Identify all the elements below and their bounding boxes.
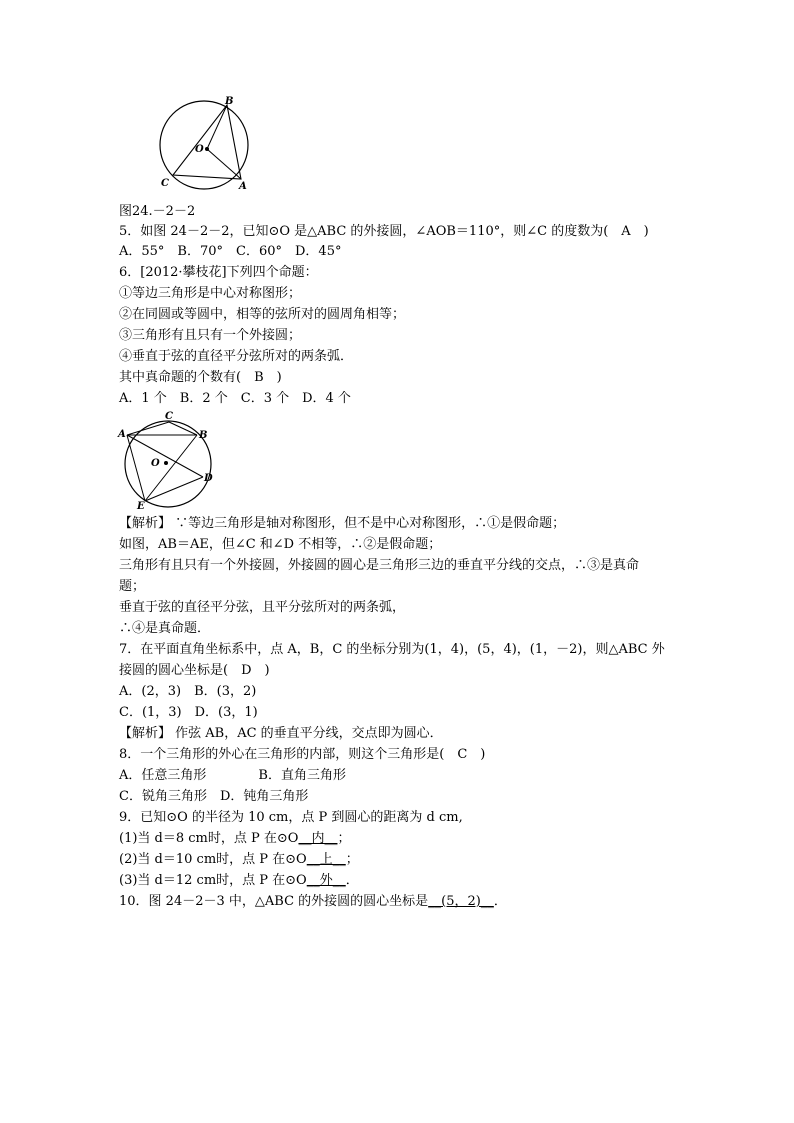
q6-analysis-1: 【解析】 ∵等边三角形是轴对称图形，但不是中心对称图形，∴①是假命题； [119,516,566,531]
q10-end: ． [493,894,507,909]
q7-options-1: A．(2，3) B．(3，2) [119,684,257,699]
q9-item-3-end: ． [345,873,359,888]
q9-stem: 9．已知⊙O 的半径为 10 cm，点 P 到圆心的距离为 d cm, [119,810,463,825]
q7-stem-1: 7．在平面直角坐标系中，点 A，B，C 的坐标分别为(1，4)，(5，4)，(1，－2)，则△ABC 外 [119,642,665,657]
q6-analysis-2: 如图，AB＝AE，但∠C 和∠D 不相等，∴②是假命题； [119,537,442,552]
q7-analysis: 【解析】 作弦 AB，AC 的垂直平分线，交点即为圆心． [119,726,443,741]
triangle-abc [173,105,241,179]
figure-q6 [115,410,220,510]
q8-options-2: C．锐角三角形 D．钝角三角形 [119,789,309,804]
q5-options: A．55° B．70° C．60° D．45° [119,244,342,259]
q9-item-1-end: ； [337,831,351,846]
q6-analysis-6: ∴④是真命题． [119,621,211,636]
q6-prop-3: ③三角形有且只有一个外接圆； [119,328,302,343]
q10-text: 10．图 24－2－3 中，△ABC 的外接圆的圆心坐标是 [119,894,429,909]
q9-item-2 [119,851,359,869]
q9-item-2-text: (2)当 d＝10 cm时，点 P 在⊙O [119,852,307,867]
q6-prop-2: ②在同圆或等圆中，相等的弦所对的圆周角相等； [119,307,406,322]
label-d: D [204,473,213,484]
label-a: A [239,181,247,192]
q6-analysis-5: 垂直于弦的直径平分弦，且平分弦所对的两条弧， [119,600,406,615]
label-e: E [137,501,145,512]
label-o: O [195,144,204,155]
q6-prop-4: ④垂直于弦的直径平分弦所对的两条弧． [119,349,354,364]
q10-stem [119,893,507,911]
figure-caption: 图24.－2－2 [119,204,196,219]
q6-analysis-3: 三角形有且只有一个外接圆，外接圆的圆心是三角形三边的垂直平分线的交点，∴③是真命 [119,558,640,573]
q8-stem: 8．一个三角形的外心在三角形的内部，则这个三角形是( C ) [119,747,486,762]
q6-options: A．1 个 B．2 个 C．3 个 D．4 个 [119,391,351,406]
label-b: B [225,96,234,107]
q9-item-1-answer: __内__ [298,831,338,846]
label-a: A [118,429,126,440]
center-point [164,461,168,465]
q9-item-2-answer: __上__ [306,852,346,867]
q6-analysis-4: 题； [119,579,146,594]
chord-ac [127,422,169,435]
q9-item-1 [119,830,350,848]
q9-item-3-answer: __外__ [306,873,346,888]
q6-stem: 6．[2012·攀枝花]下列四个命题： [119,265,318,280]
chord-ae [127,435,145,501]
label-c: C [165,411,173,422]
label-c: C [161,178,169,189]
center-point [205,147,209,151]
label-o: O [151,458,160,469]
q7-options-2: C．(1，3) D．(3，1) [119,705,258,720]
q7-stem-2: 接圆的圆心坐标是( D ) [119,663,270,678]
q9-item-1-text: (1)当 d＝8 cm时，点 P 在⊙O [119,831,299,846]
q6-prop-1: ①等边三角形是中心对称图形； [119,286,302,301]
q5-stem: 5．如图 24－2－2，已知⊙O 是△ABC 的外接圆，∠AOB＝110°，则∠C 的度数为( A ) [119,224,649,239]
q9-item-3 [119,872,359,890]
q10-answer: __(5，2)__ [428,894,494,909]
q9-item-2-end: ； [345,852,359,867]
label-b: B [199,430,208,441]
q8-options-1: A．任意三角形 B．直角三角形 [119,768,346,783]
figure-24-2-2 [150,96,260,196]
q9-item-3-text: (3)当 d＝12 cm时，点 P 在⊙O [119,873,307,888]
q6-question: 其中真命题的个数有( B ) [119,370,282,385]
